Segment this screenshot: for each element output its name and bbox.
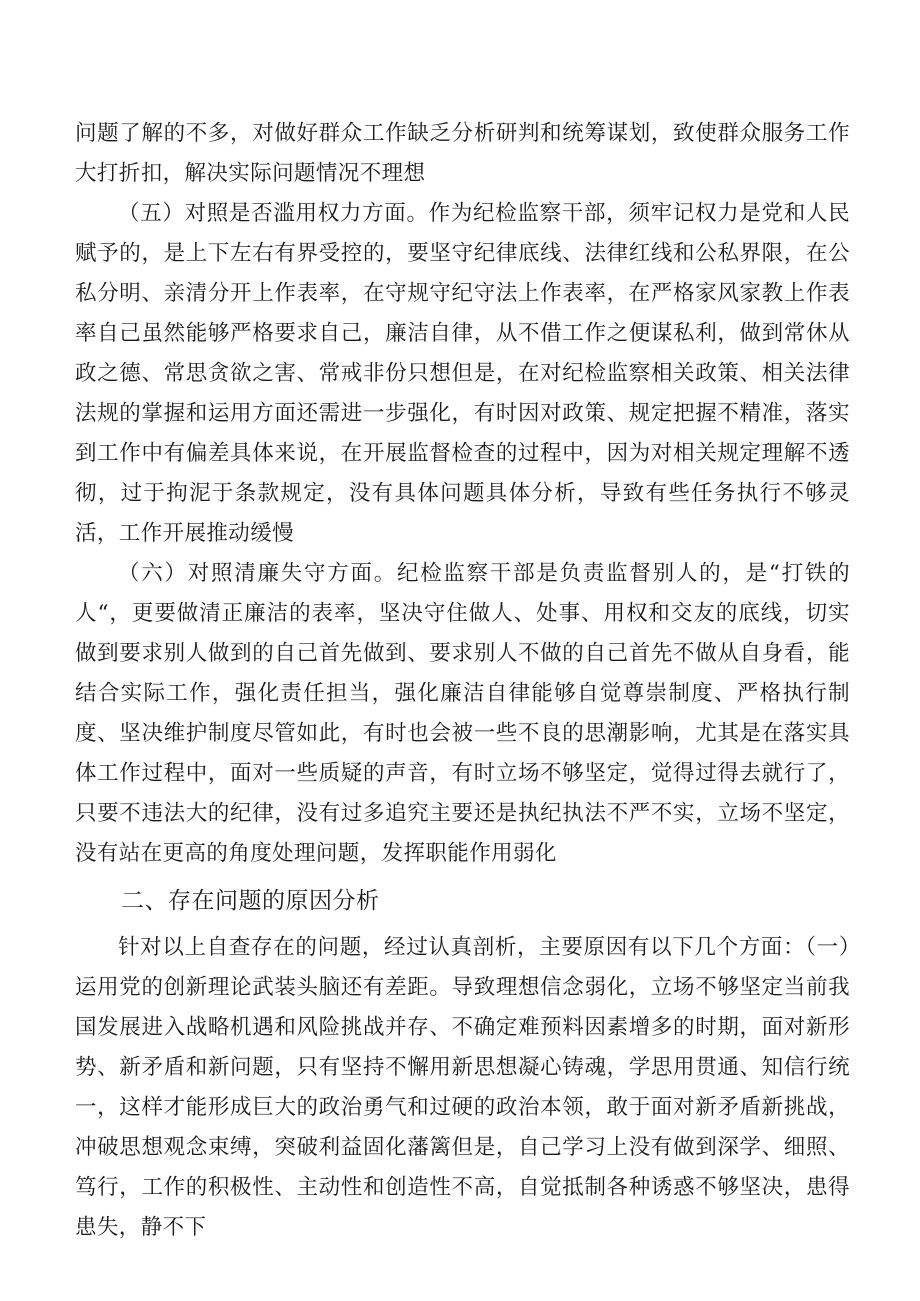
paragraph-cause-analysis: 针对以上自查存在的问题，经过认真剖析，主要原因有以下几个方面：（一）运用党的创新理论武装头脑还有差距。导致理想信念弱化，立场不够坚定当前我国发展进入战略机遇和风险挑战并存、不确定难预料因素增多的时期，面对新形势、新矛盾和新问题，只有坚持不懈用新思想凝心铸魂，学思用贯通、知信行统一，这样才能形成巨大的政治勇气和过硬的政治本领，敢于面对新矛盾新挑战，冲破思想观念束缚，突破利益固化藩篱但是，自己学习上没有做到深学、细照、笃行，工作的积极性、主动性和创造性不高，自觉抵制各种诱惑不够坚决，患得患失，静不下 bbox=[75, 935, 850, 1240]
paragraph-item-six: （六）对照清廉失守方面。纪检监察干部是负责监督别人的，是“打铁的人“，更要做清正廉洁的表率，坚决守住做人、处事、用权和交友的底线，切实做到要求别人做到的自己首先做到、要求别人不做的自己首先不做从自身看，能结合实际工作，强化责任担当，强化廉洁自律能够自觉尊崇制度、严格执行制度、坚决维护制度尽管如此，有时也会被一些不良的思潮影响，尤其是在落实具体工作过程中，面对一些质疑的声音，有时立场不够坚定，觉得过得去就行了，只要不违法大的纪律，没有过多追究主要还是执纪执法不严不实，立场不坚定，没有站在更高的角度处理问题，发挥职能作用弱化 bbox=[75, 561, 850, 866]
paragraph-item-five: （五）对照是否滥用权力方面。作为纪检监察干部，须牢记权力是党和人民赋予的，是上下左右有界受控的，要坚守纪律底线、法律红线和公私界限，在公私分明、亲清分开上作表率，在守规守纪守法上作表率，在严格家风家教上作表率自己虽然能够严格要求自己，廉洁自律，从不借工作之便谋私利，做到常休从政之德、常思贪欲之害、常戒非份只想但是，在对纪检监察相关政策、相关法律法规的掌握和运用方面还需进一步强化，有时因对政策、规定把握不精准，落实到工作中有偏差具体来说，在开展监督检查的过程中，因为对相关规定理解不透彻，过于拘泥于条款规定，没有具体问题具体分析，导致有些任务执行不够灵活，工作开展推动缓慢 bbox=[75, 201, 850, 546]
section-heading: 二、存在问题的原因分析 bbox=[121, 888, 380, 914]
document-body bbox=[75, 114, 850, 1248]
paragraph-continuation: 问题了解的不多，对做好群众工作缺乏分析研判和统筹谋划，致使群众服务工作大打折扣，解决实际问题情况不理想 bbox=[75, 121, 850, 186]
